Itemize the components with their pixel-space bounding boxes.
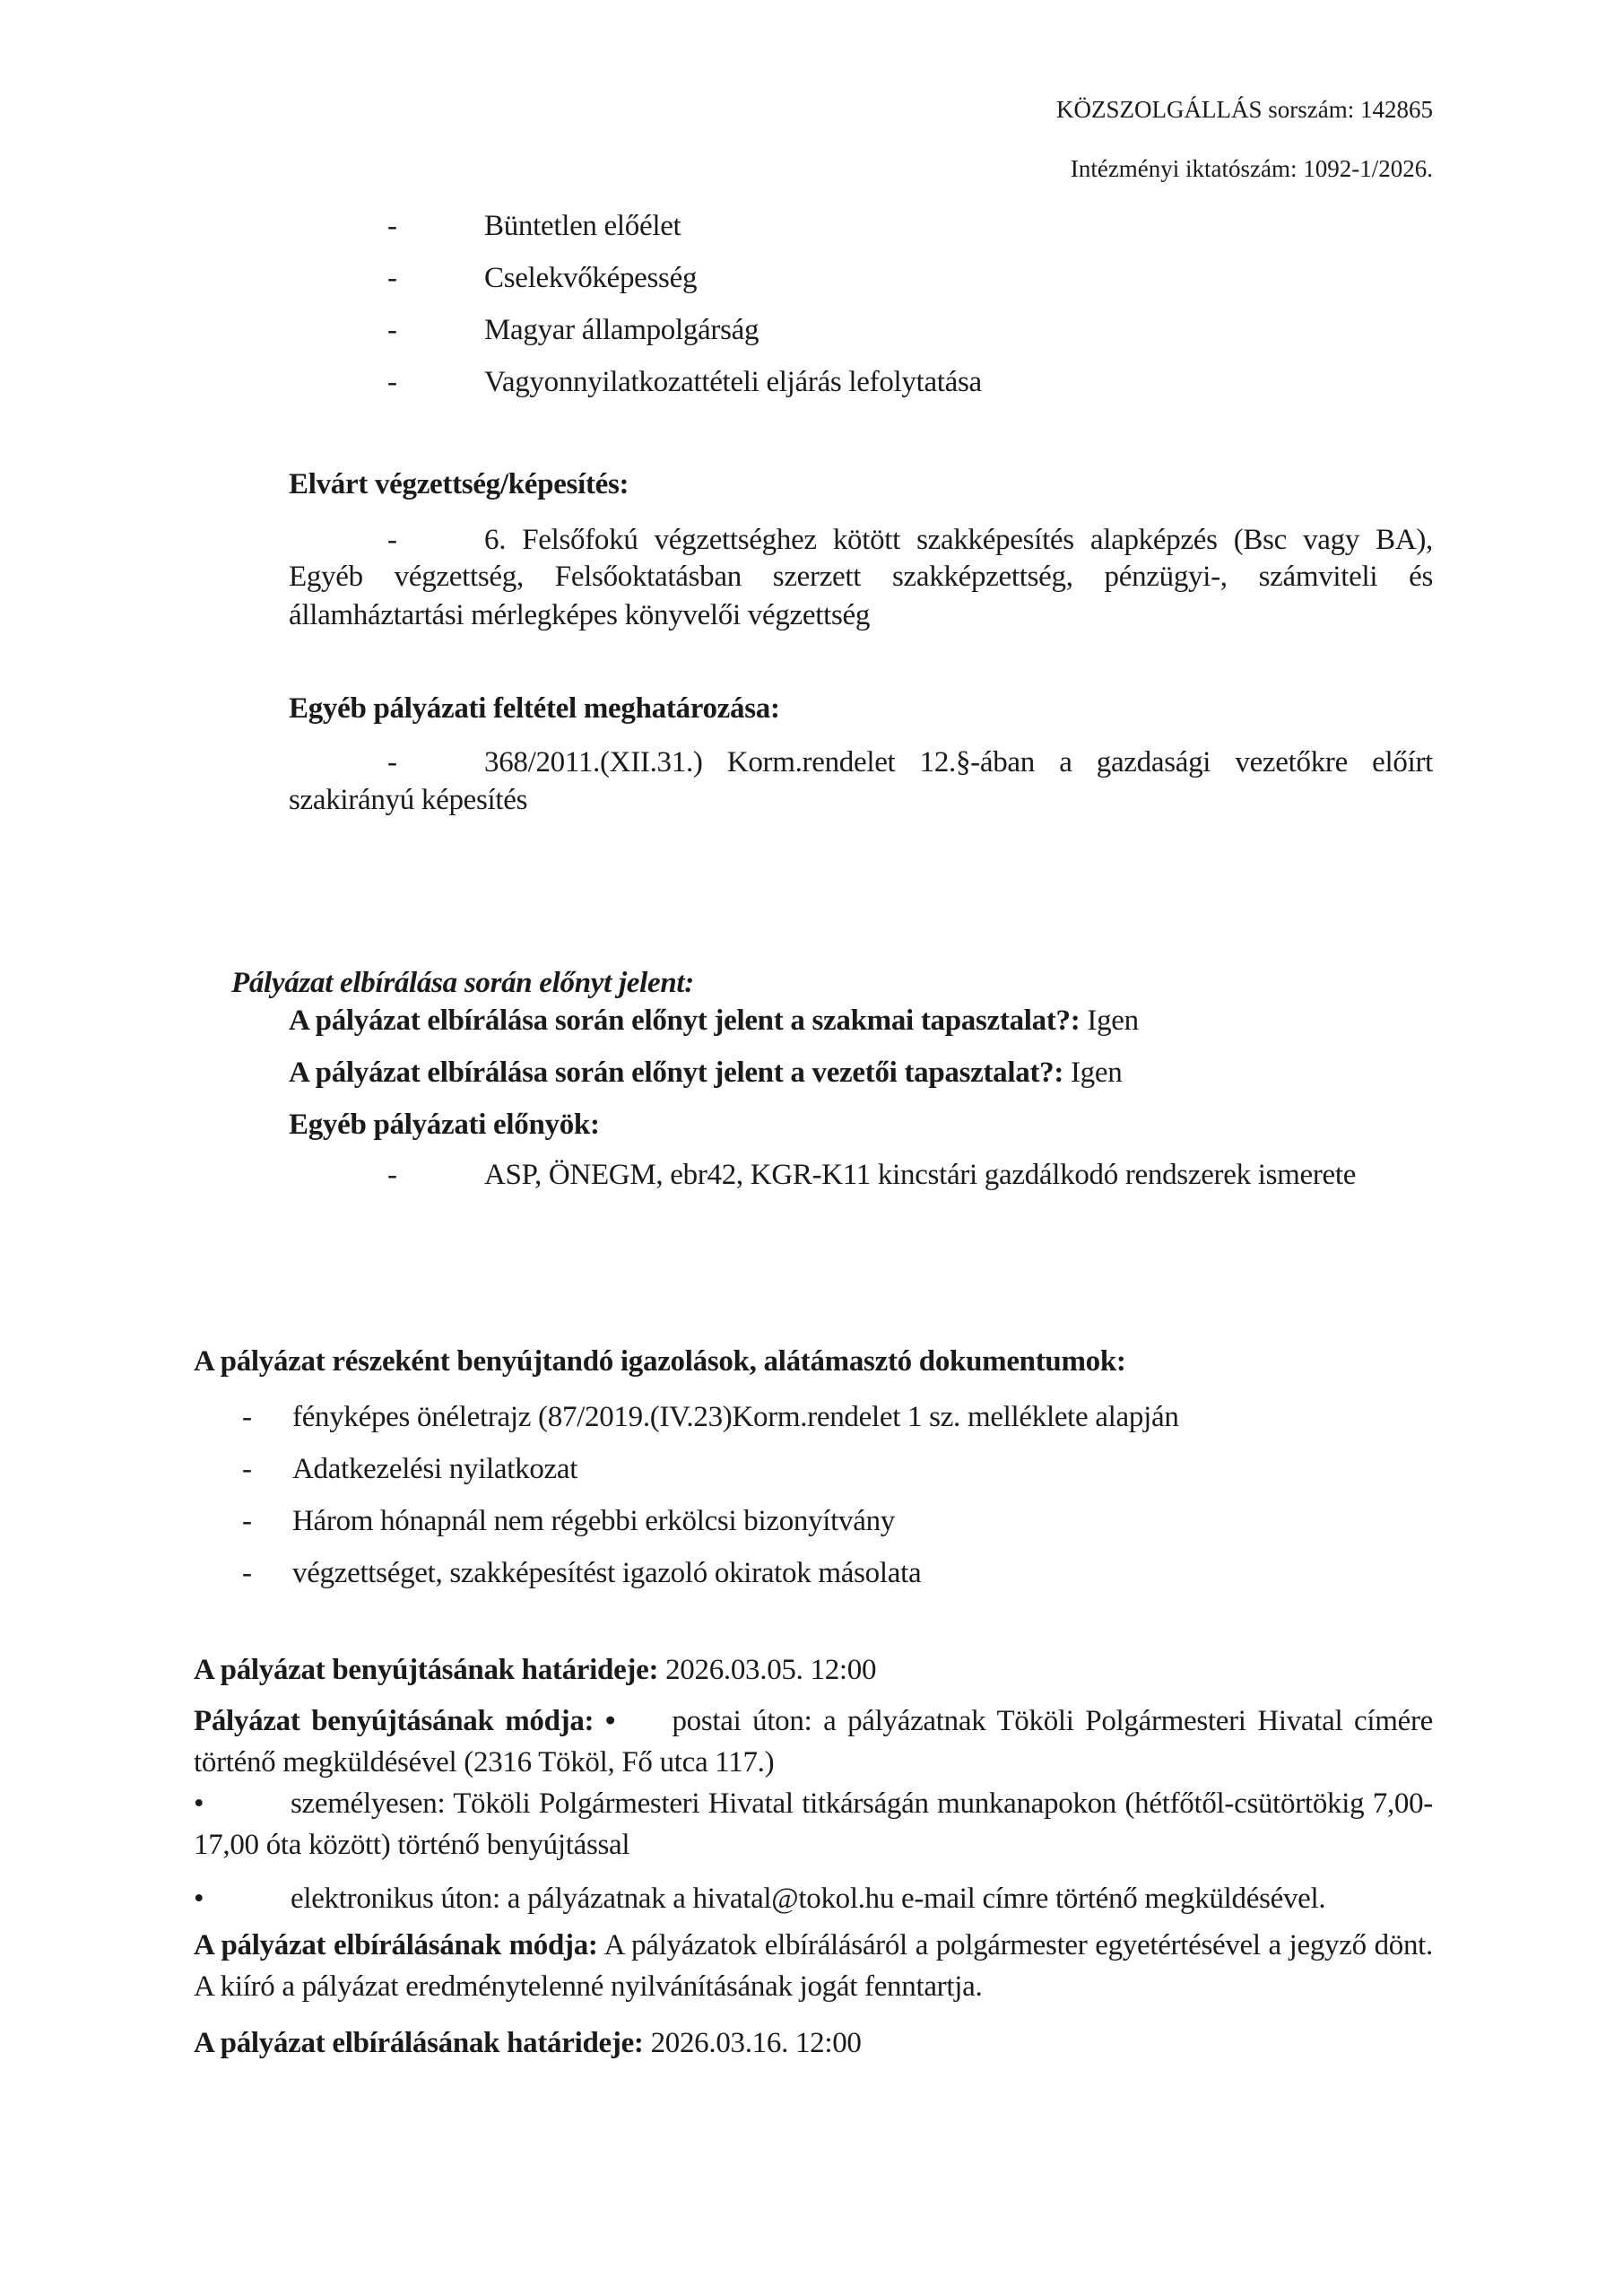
submission-method-postal [194, 1700, 1433, 1783]
submission-method-text: elektronikus úton: a pályázatnak a hivatal@tokol.hu e-mail címre történő megküldésével. [291, 1883, 1326, 1915]
submission-method-electronic [194, 1878, 1433, 1919]
education-heading: Elvárt végzettség/képesítés: [289, 468, 629, 500]
list-dash: - [242, 1557, 252, 1589]
list-item: fényképes önéletrajz (87/2019.(IV.23)Korm.rendelet 1 sz. melléklete alapján [292, 1401, 1179, 1433]
evaluation-method [194, 1925, 1433, 2007]
evaluation-deadline-label: A pályázat elbírálásának határideje: [194, 2027, 644, 2059]
other-conditions-item-lead: 368/2011.(XII.31.) Korm.rendelet 12.§-ában a gazdasági vezetőkre előírt [484, 746, 1433, 778]
list-dash: - [387, 1159, 397, 1191]
evaluation-method-value: A pályázatok elbírálásáról a polgármester egyetértésével a jegyző dönt. A kiíró a pályázat eredménytelenné nyilvánításának jogát fenntartja. [194, 1929, 1433, 2003]
list-dash: - [242, 1505, 252, 1537]
list-item: Három hónapnál nem régebbi erkölcsi bizonyítvány [292, 1505, 895, 1537]
other-conditions-item-rest: szakirányú képesítés [289, 784, 528, 816]
serial-number: KÖZSZOLGÁLLÁS sorszám: 142865 [1056, 96, 1433, 123]
advantage-professional-value: Igen [1087, 1004, 1139, 1037]
filing-number: Intézményi iktatószám: 1092-1/2026. [1070, 155, 1433, 182]
submission-method-text: postai úton: a pályázatnak Tököli Polgármesteri Hivatal címére történő megküldésével (2316 Tököl, Fő utca 117.) [194, 1705, 1433, 1779]
submission-method-text: személyesen: Tököli Polgármesteri Hivatal titkárságán munkanapokon (hétfőtől-csütörtökig 7,00-17,00 óta között) történő benyújtással [194, 1787, 1433, 1861]
list-item: Magyar állampolgárság [484, 314, 759, 346]
list-dash: - [387, 262, 397, 294]
other-conditions-heading: Egyéb pályázati feltétel meghatározása: [289, 692, 780, 725]
advantage-management-value: Igen [1070, 1057, 1123, 1089]
submission-method-label: Pályázat benyújtásának módja: [194, 1705, 595, 1737]
list-item: Cselekvőképesség [484, 262, 698, 294]
advantage-professional-label: A pályázat elbírálása során előnyt jelent a szakmai tapasztalat?: [289, 1004, 1081, 1037]
submission-deadline-value: 2026.03.05. 12:00 [665, 1654, 877, 1686]
evaluation-deadline-value: 2026.03.16. 12:00 [650, 2027, 862, 2059]
list-item: Adatkezelési nyilatkozat [292, 1453, 578, 1485]
list-dash: - [242, 1401, 252, 1433]
list-dash: - [242, 1453, 252, 1485]
bullet-icon: • [194, 1883, 204, 1915]
other-advantages-heading: Egyéb pályázati előnyök: [289, 1109, 600, 1141]
advantage-management-label: A pályázat elbírálása során előnyt jelent a vezetői tapasztalat?: [289, 1057, 1064, 1089]
advantages-heading: Pályázat elbírálása során előnyt jelent: [231, 967, 694, 999]
education-item-lead: 6. Felsőfokú végzettséghez kötött szakképesítés alapképzés (Bsc vagy BA), [484, 524, 1433, 556]
documents-heading: A pályázat részeként benyújtandó igazolások, alátámasztó dokumentumok: [194, 1345, 1126, 1378]
list-dash: - [387, 524, 397, 556]
education-item-rest: Egyéb végzettség, Felsőoktatásban szerzett szakképzettség, pénzügyi-, számviteli és államháztartási mérlegképes könyvelői végzettség [289, 561, 1433, 631]
submission-method-personal [194, 1783, 1433, 1866]
advantage-management [289, 1055, 1122, 1091]
evaluation-method-label: A pályázat elbírálásának módja: [194, 1929, 598, 1961]
bullet-icon: • [194, 1787, 204, 1820]
list-item: végzettséget, szakképesítést igazoló okiratok másolata [292, 1557, 922, 1589]
other-advantage-item: ASP, ÖNEGM, ebr42, KGR-K11 kincstári gazdálkodó rendszerek ismerete [484, 1159, 1357, 1191]
list-item: Büntetlen előélet [484, 210, 681, 242]
list-dash: - [387, 366, 397, 398]
submission-deadline-label: A pályázat benyújtásának határideje: [194, 1654, 659, 1686]
list-item: Vagyonnyilatkozattételi eljárás lefolytatása [484, 366, 982, 398]
submission-deadline [194, 1652, 876, 1688]
advantage-professional [289, 1003, 1139, 1039]
bullet-icon: • [604, 1705, 616, 1737]
evaluation-deadline [194, 2025, 862, 2061]
list-dash: - [387, 210, 397, 242]
list-dash: - [387, 746, 397, 778]
list-dash: - [387, 314, 397, 346]
